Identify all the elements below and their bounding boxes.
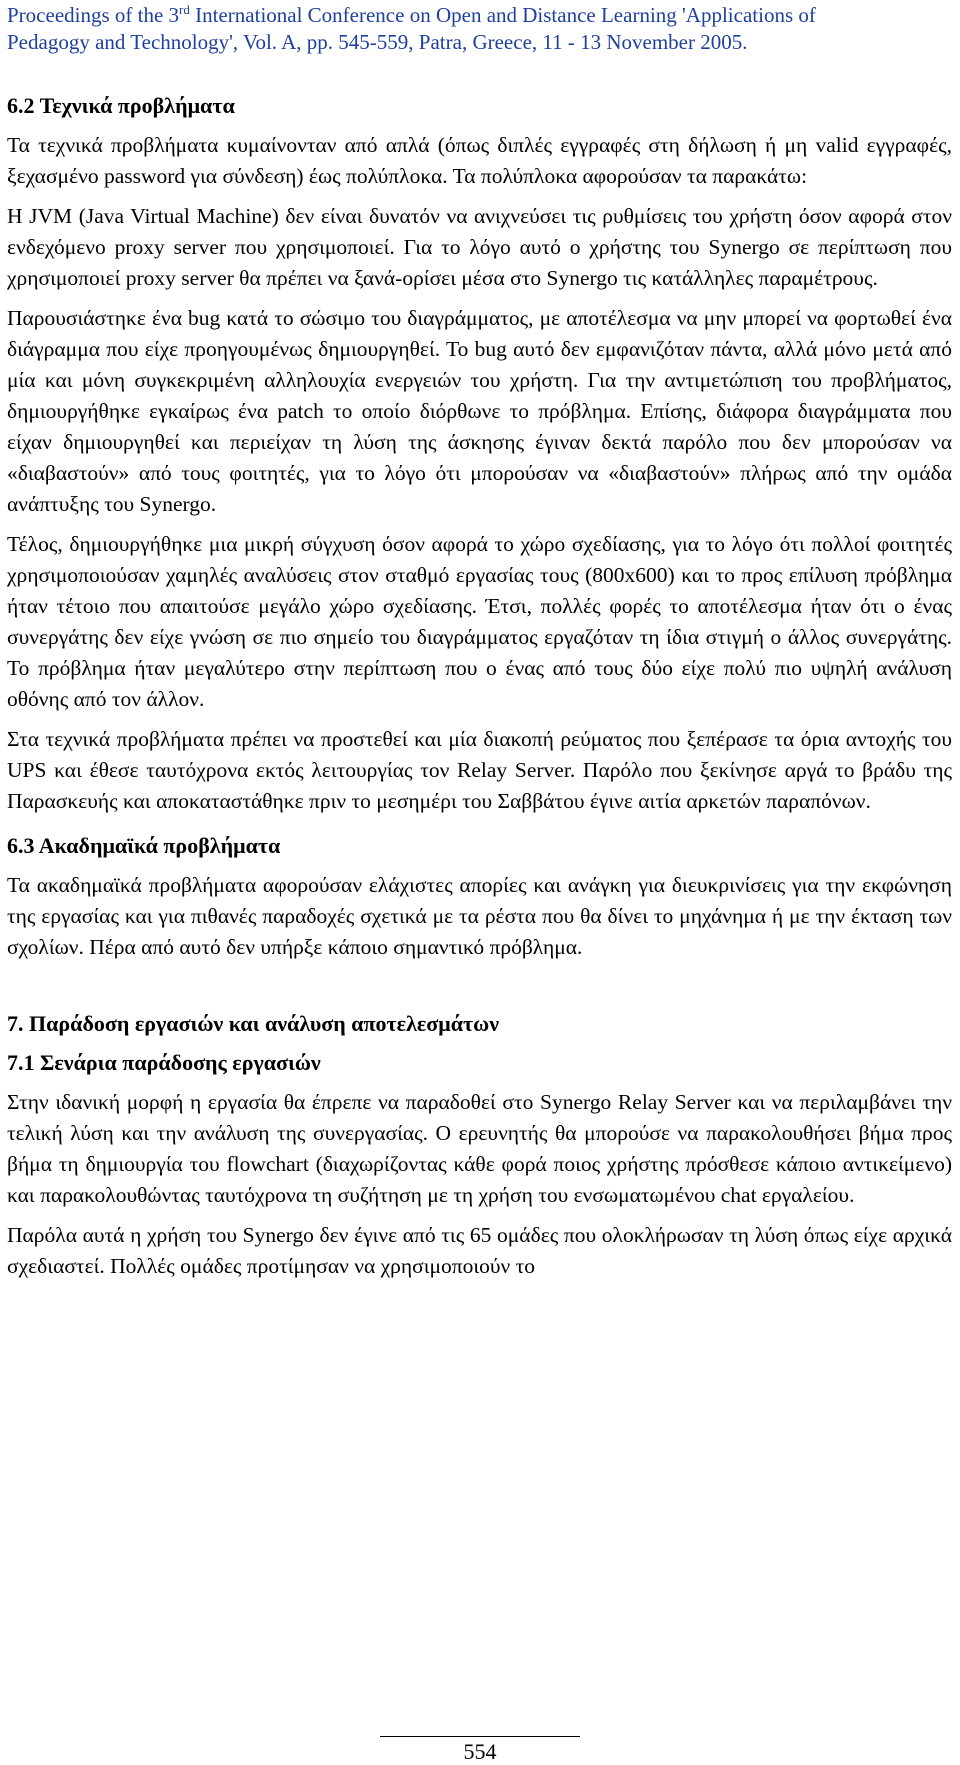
page-number: 554 — [463, 1739, 497, 1764]
section-7-heading: 7. Παράδοση εργασιών και ανάλυση αποτελεσμάτων — [7, 1011, 500, 1036]
section-6-2-paragraph-3: Παρουσιάστηκε ένα bug κατά το σώσιμο του διαγράμματος, με αποτέλεσμα να μην μπορεί να φορτωθεί ένα διάγραμμα που είχε προηγουμένως δημιουργηθεί. Το bug αυτό δεν εμφανιζόταν πάντα, αλλά μόνο μετά από μία και μόνη συγκεκριμένη αλληλουχία ενεργειών του χρήστη. Για την αντιμετώπιση του προβλήματος, δημιουργήθηκε εγκαίρως ένα patch το οποίο διόρθωνε το πρόβλημα. Επίσης, διάφορα διαγράμματα που είχαν δημιουργηθεί και περιείχαν τη λύση της άσκησης έγιναν δεκτά παρόλο που δεν μπορούσαν να «διαβαστούν» από τους φοιτητές, για το λόγο ότι μπορούσαν να «διαβαστούν» πλήρως από την ομάδα ανάπτυξης του Synergo. — [7, 306, 952, 516]
running-header — [7, 2, 947, 56]
section-6-2-paragraph-1: Τα τεχνικά προβλήματα κυμαίνονταν από απλά (όπως διπλές εγγραφές στη δήλωση ή μη valid εγγραφές, ξεχασμένο password για σύνδεση) έως πολύπλοκα. Τα πολύπλοκα αφορούσαν τα παρακάτω: — [7, 133, 952, 188]
section-7-1-paragraph-2: Παρόλα αυτά η χρήση του Synergo δεν έγινε από τις 65 ομάδες που ολοκλήρωσαν τη λύση όπως είχε αρχικά σχεδιαστεί. Πολλές ομάδες προτίμησαν να χρησιμοποιούν το — [7, 1223, 952, 1278]
section-6-2-heading: 6.2 Τεχνικά προβλήματα — [7, 93, 235, 118]
header-ordinal-suffix: rd — [179, 2, 190, 17]
section-7-1-heading: 7.1 Σενάρια παράδοσης εργασιών — [7, 1050, 321, 1075]
section-7-1-paragraph-1: Στην ιδανική μορφή η εργασία θα έπρεπε να παραδοθεί στο Synergo Relay Server και να περιλαμβάνει την τελική λύση και την ανάλυση της συνεργασίας. Ο ερευνητής θα μπορούσε να παρακολουθήσει βήμα προς βήμα τη δημιουργία του flowchart (διαχωρίζοντας κάθε φορά ποιος χρήστης πρόσθεσε κάποιο αντικείμενο) και παρακολουθώντας ταυτόχρονα τη συζήτηση με τη χρήση του ενσωματωμένου chat εργαλείου. — [7, 1090, 952, 1207]
section-6-2-paragraph-2: Η JVM (Java Virtual Machine) δεν είναι δυνατόν να ανιχνεύσει τις ρυθμίσεις του χρήστη όσον αφορά στον ενδεχόμενο proxy server που χρησιμοποιεί. Για το λόγο αυτό ο χρήστης του Synergo σε περίπτωση που χρησιμοποιεί proxy server θα πρέπει να ξανά-ορίσει μέσα στο Synergo τις κατάλληλες παραμέτρους. — [7, 204, 952, 290]
header-line-2: Pedagogy and Technology', Vol. A, pp. 545-559, Patra, Greece, 11 - 13 November 2005. — [7, 30, 748, 54]
page-body — [7, 91, 952, 1282]
header-line-1-end: International Conference on Open and Distance Learning 'Applications of — [189, 3, 816, 27]
section-6-2-paragraph-4: Τέλος, δημιουργήθηκε μια μικρή σύγχυση όσον αφορά το χώρο σχεδίασης, για το λόγο ότι πολλοί φοιτητές χρησιμοποιούσαν χαμηλές αναλύσεις στον σταθμό εργασίας τους (800x600) και το προς επίλυση πρόβλημα ήταν τέτοιο που απαιτούσε μεγάλο χώρο σχεδίασης. Έτσι, πολλές φορές το αποτέλεσμα ήταν ότι ο ένας συνεργάτης δεν είχε γνώση σε πιο σημείο του διαγράμματος εργαζόταν τη ίδια στιγμή ο άλλος συνεργάτης. Το πρόβλημα ήταν μεγαλύτερο στην περίπτωση που ο ένας από τους δύο είχε πολύ πιο υψηλή ανάλυση οθόνης από τον άλλον. — [7, 532, 952, 711]
footer-rule — [380, 1736, 580, 1737]
section-6-3-heading: 6.3 Ακαδημαϊκά προβλήματα — [7, 833, 281, 858]
section-6-2-paragraph-5: Στα τεχνικά προβλήματα πρέπει να προστεθεί και μία διακοπή ρεύματος που ξεπέρασε τα όρια αντοχής του UPS και έθεσε ταυτόχρονα εκτός λειτουργίας τον Relay Server. Παρόλο που ξεκίνησε αργά το βράδυ της Παρασκευής και αποκαταστάθηκε πριν το μεσημέρι του Σαββάτου έγινε αιτία αρκετών παραπόνων. — [7, 727, 952, 813]
header-line-1-start: Proceedings of the 3 — [7, 3, 180, 27]
section-6-3-paragraph-1: Τα ακαδημαϊκά προβλήματα αφορούσαν ελάχιστες απορίες και ανάγκη για διευκρινίσεις για την εκφώνηση της εργασίας και για πιθανές παραδοχές σχετικά με τα ρέστα που θα δίνει το μηχάνημα ή με την έκταση των σχολίων. Πέρα από αυτό δεν υπήρξε κάποιο σημαντικό πρόβλημα. — [7, 873, 952, 959]
header-line-1 — [7, 2, 947, 29]
